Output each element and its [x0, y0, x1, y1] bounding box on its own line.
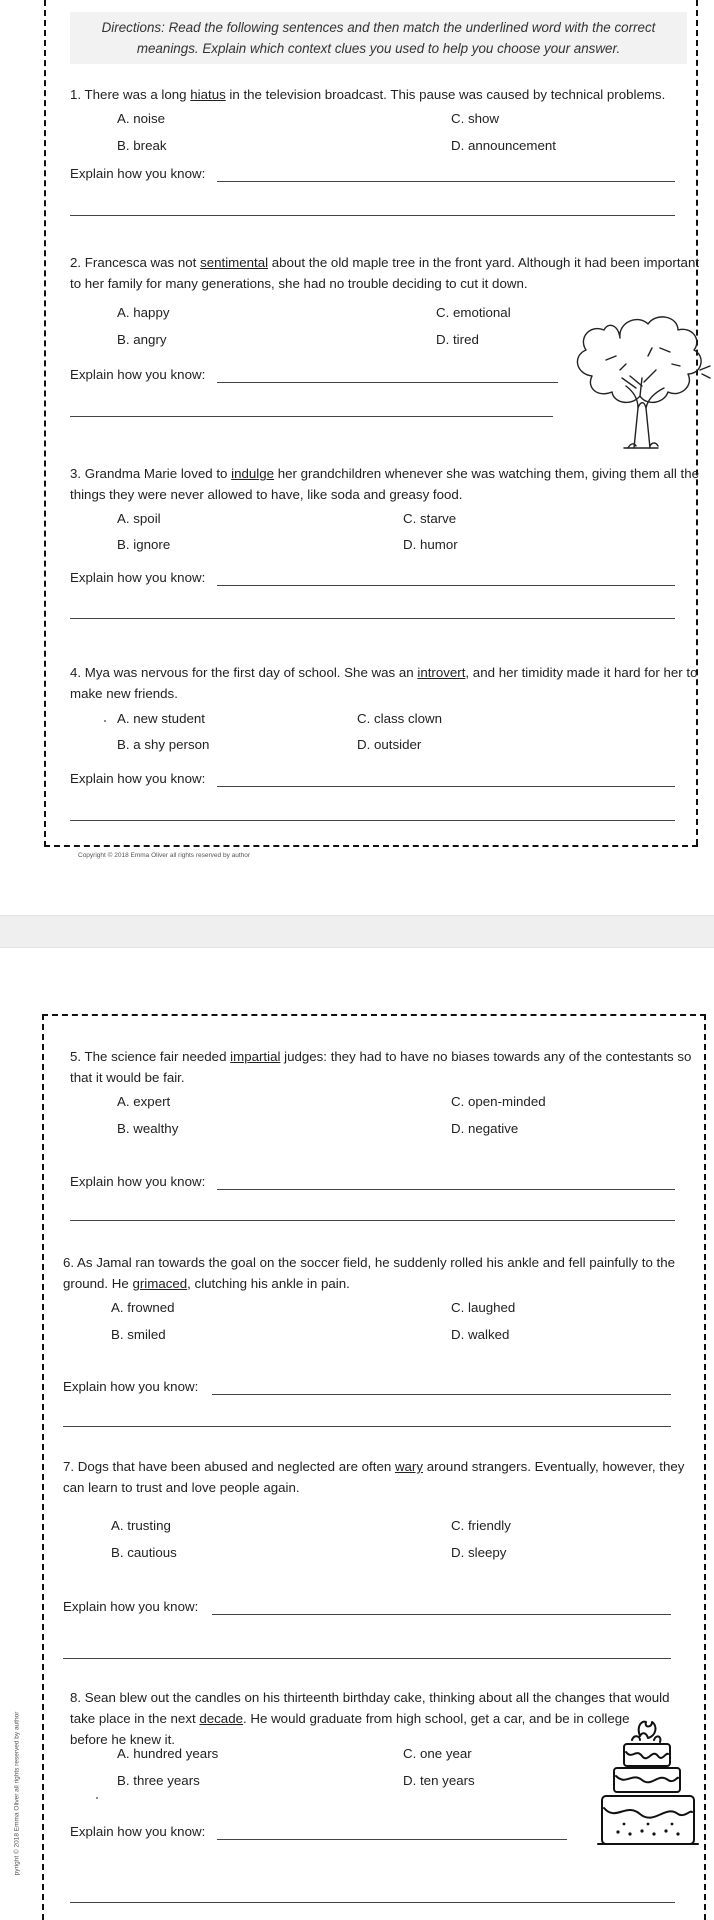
- question-2: 2. Francesca was not sentimental about the old maple tree in the front yard. Although it had been important to her family for many generations, she had no trouble deciding to cut it down.: [70, 255, 700, 291]
- underlined-word: wary: [394, 1459, 424, 1474]
- answer-line[interactable]: [212, 1394, 671, 1395]
- option-d: D. announcement: [451, 138, 556, 153]
- answer-line[interactable]: [217, 1189, 675, 1190]
- question-3: 3. Grandma Marie loved to indulge her grandchildren whenever she was watching them, giving them all the things they were never allowed to have, like soda and greasy food.: [70, 466, 700, 502]
- answer-line[interactable]: [70, 1902, 675, 1903]
- page-separator: [0, 915, 714, 948]
- option-b: B. cautious: [111, 1545, 177, 1560]
- question-1: 1. There was a long hiatus in the television broadcast. This pause was caused by technical problems.: [70, 87, 666, 102]
- option-d: D. outsider: [357, 737, 422, 752]
- explain-label: Explain how you know:: [70, 367, 206, 382]
- option-d: D. sleepy: [451, 1545, 507, 1560]
- answer-line[interactable]: [70, 1220, 675, 1221]
- answer-line[interactable]: [70, 416, 553, 417]
- question-6: 6. As Jamal ran towards the goal on the soccer field, he suddenly rolled his ankle and fell painfully to the ground. He grimaced, clutching his ankle in pain.: [63, 1255, 676, 1291]
- explain-label: Explain how you know:: [70, 1824, 206, 1839]
- tree-icon: [560, 308, 710, 456]
- option-b: B. break: [117, 138, 167, 153]
- option-a: A. frowned: [111, 1300, 175, 1315]
- option-c: C. starve: [403, 511, 457, 526]
- option-c: C. friendly: [451, 1518, 511, 1533]
- option-c: C. open-minded: [451, 1094, 546, 1109]
- option-a: A. hundred years: [117, 1746, 219, 1761]
- option-c: C. emotional: [436, 305, 511, 320]
- answer-line[interactable]: [217, 382, 558, 383]
- answer-line[interactable]: [70, 618, 675, 619]
- page-border-left: [42, 1014, 44, 1920]
- answer-line[interactable]: [217, 181, 675, 182]
- option-b: B. wealthy: [117, 1121, 179, 1136]
- option-b: B. smiled: [111, 1327, 166, 1342]
- bullet-dot: [104, 720, 106, 722]
- option-d: D. negative: [451, 1121, 519, 1136]
- option-a: A. trusting: [111, 1518, 171, 1533]
- explain-label: Explain how you know:: [63, 1379, 199, 1394]
- underlined-word: introvert: [417, 665, 466, 680]
- underlined-word: sentimental: [200, 255, 269, 270]
- underlined-word: impartial: [230, 1049, 281, 1064]
- page-border-right: [704, 1014, 706, 1920]
- copyright-side: pyright © 2018 Emma Oliver all rights reserved by author: [13, 1711, 21, 1876]
- bullet-dot: [96, 1797, 98, 1799]
- answer-line[interactable]: [70, 215, 675, 216]
- directions-box: Directions: Read the following sentences and then match the underlined word with the correct meanings. Explain which context clues you used to help you choose your answer.: [70, 12, 687, 64]
- explain-label: Explain how you know:: [70, 570, 206, 585]
- explain-label: Explain how you know:: [70, 1174, 206, 1189]
- option-d: D. walked: [451, 1327, 510, 1342]
- explain-label: Explain how you know:: [70, 771, 206, 786]
- answer-line[interactable]: [217, 585, 675, 586]
- worksheet-page-1: [0, 0, 714, 915]
- option-a: A. expert: [117, 1094, 171, 1109]
- option-b: B. three years: [117, 1773, 200, 1788]
- page-border-top: [42, 1014, 706, 1016]
- option-a: A. new student: [117, 711, 205, 726]
- worksheet-page-2: [0, 948, 714, 1920]
- option-a: A. spoil: [117, 511, 161, 526]
- underlined-word: decade: [199, 1711, 243, 1726]
- birthday-cake-icon: [596, 1718, 700, 1853]
- option-c: C. laughed: [451, 1300, 516, 1315]
- copyright-footer: Copyright © 2018 Emma Oliver all rights reserved by author: [78, 852, 251, 859]
- option-a: A. happy: [117, 305, 170, 320]
- option-c: C. show: [451, 111, 500, 126]
- option-b: B. angry: [117, 332, 167, 347]
- answer-line[interactable]: [63, 1658, 671, 1659]
- underlined-word: hiatus: [190, 87, 226, 102]
- option-d: D. humor: [403, 537, 458, 552]
- underlined-word: indulge: [231, 466, 275, 481]
- option-d: D. ten years: [403, 1773, 475, 1788]
- answer-line[interactable]: [217, 786, 675, 787]
- answer-line[interactable]: [63, 1426, 671, 1427]
- question-7: 7. Dogs that have been abused and neglected are often wary around strangers. Eventually, however, they can learn to trust and love people again.: [63, 1459, 685, 1495]
- page-border-left: [44, 0, 46, 847]
- answer-line[interactable]: [212, 1614, 671, 1615]
- page-border-bottom: [44, 845, 698, 847]
- question-5: 5. The science fair needed impartial judges: they had to have no biases towards any of the contestants so that it would be fair.: [70, 1049, 692, 1085]
- option-b: B. ignore: [117, 537, 171, 552]
- option-c: C. one year: [403, 1746, 472, 1761]
- question-4: 4. Mya was nervous for the first day of school. She was an introvert, and her timidity made it hard for her to make new friends.: [70, 665, 698, 701]
- underlined-word: grimaced: [132, 1276, 188, 1291]
- option-b: B. a shy person: [117, 737, 210, 752]
- option-c: C. class clown: [357, 711, 442, 726]
- question-8: 8. Sean blew out the candles on his thirteenth birthday cake, thinking about all the changes that would take place in the next decade. He would graduate from high school, get a car, and be in college before he knew it.: [70, 1690, 670, 1747]
- explain-label: Explain how you know:: [63, 1599, 199, 1614]
- explain-label: Explain how you know:: [70, 166, 206, 181]
- answer-line[interactable]: [70, 820, 675, 821]
- option-a: A. noise: [117, 111, 166, 126]
- answer-line[interactable]: [217, 1839, 567, 1840]
- option-d: D. tired: [436, 332, 479, 347]
